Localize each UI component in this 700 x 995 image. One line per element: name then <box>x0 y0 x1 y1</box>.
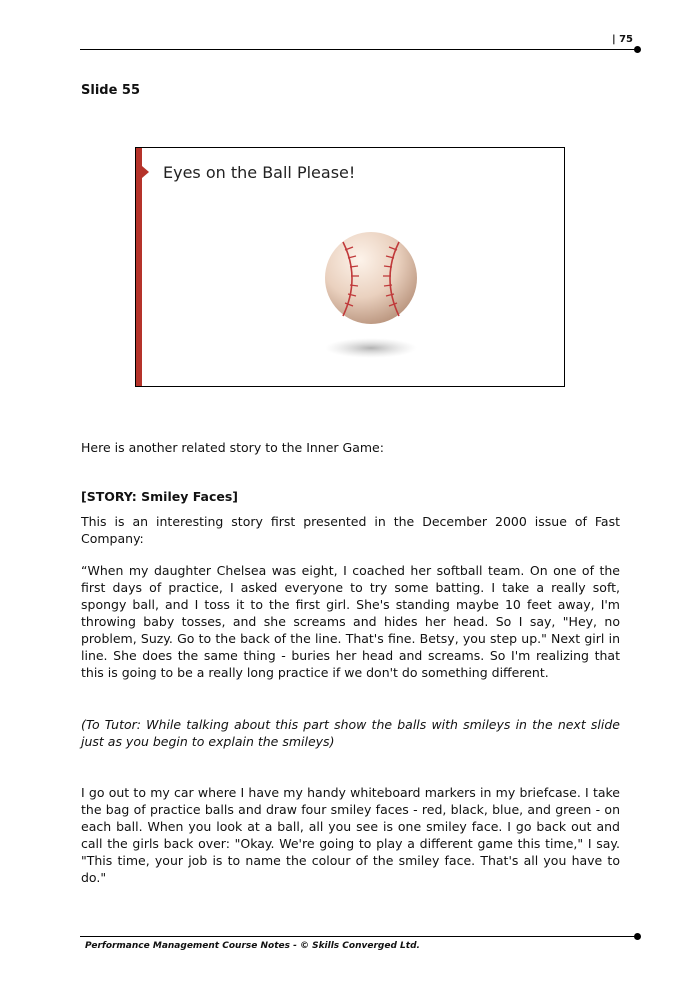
footer-rule <box>80 936 637 937</box>
story-source-paragraph: This is an interesting story first presented in the December 2000 issue of Fast Company: <box>81 514 620 546</box>
story-heading: [STORY: Smiley Faces] <box>81 489 238 504</box>
header-rule <box>80 49 637 50</box>
slide-accent-bar <box>136 148 142 386</box>
story-quote-paragraph-1: “When my daughter Chelsea was eight, I coached her softball team. On one of the first days of practice, I asked everyone to try some batting. I take a really soft, spongy ball, and I toss it to the first girl. She's standing maybe 10 feet away, I'm throwing baby tosses, and she screams and hides her head. So I say, "Hey, no problem, Suzy. Go to the back of the line. That's fine. Betsy, you step up." Next girl in line. She does the same thing - buries her head and screams. So I'm realizing that this is going to be a really long practice if we don't do something different. <box>81 563 620 680</box>
baseball-icon <box>321 230 421 360</box>
slide-label: Slide 55 <box>81 83 141 98</box>
header-rule-dot <box>634 46 641 53</box>
intro-paragraph: Here is another related story to the Inner Game: <box>81 440 384 455</box>
footer-rule-dot <box>634 933 641 940</box>
tutor-note: (To Tutor: While talking about this part show the balls with smileys in the next slide just as you begin to explain the smileys) <box>81 717 620 749</box>
slide-title: Eyes on the Ball Please! <box>163 163 356 182</box>
story-quote-paragraph-2: I go out to my car where I have my handy whiteboard markers in my briefcase. I take the bag of practice balls and draw four smiley faces - red, black, blue, and green - on each ball. When you look at a ball, all you see is one smiley face. I go back out and call the girls back over: "Okay. We're going to play a different game this time," I say. "This time, your job is to name the colour of the smiley face. That's all you have to do." <box>81 785 620 885</box>
slide-arrow-icon <box>142 166 149 178</box>
page-number: | 75 <box>611 34 633 45</box>
slide-thumbnail <box>135 147 565 387</box>
footer-text: Performance Management Course Notes - © Skills Converged Ltd. <box>85 941 420 951</box>
